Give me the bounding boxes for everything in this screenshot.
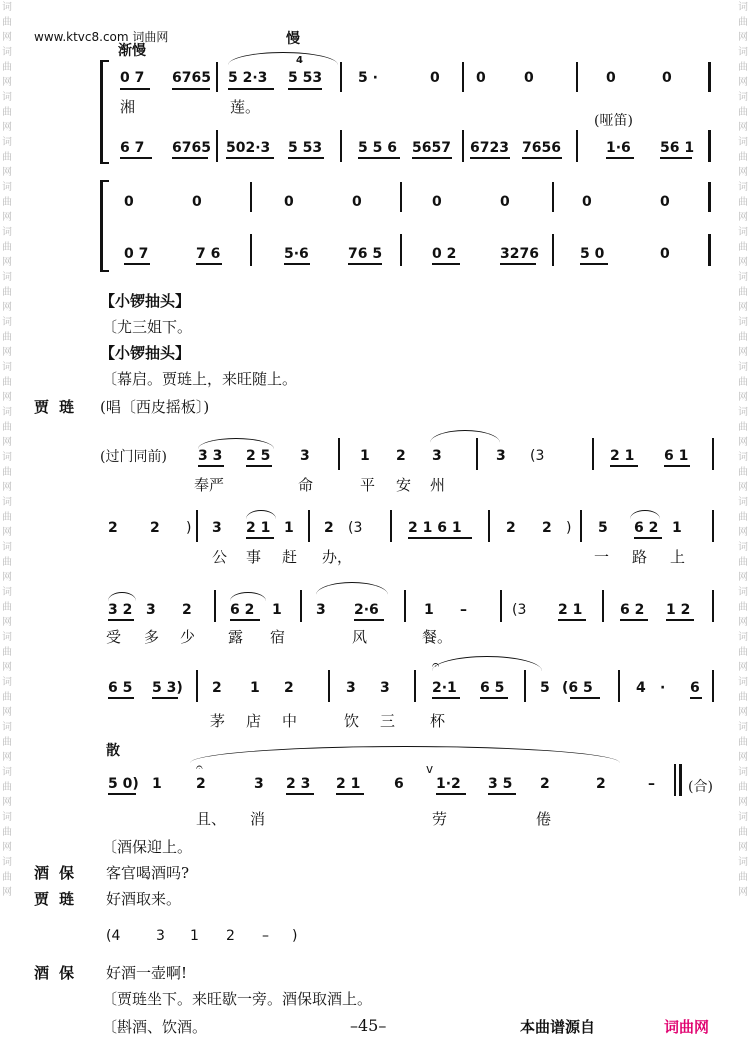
slur: [108, 592, 136, 601]
note: 3 3: [198, 448, 223, 464]
lyric: 倦: [536, 810, 552, 828]
note: 3276: [500, 246, 539, 262]
note: ): [566, 520, 572, 536]
lyric: 上: [670, 548, 686, 566]
note: 2: [284, 680, 294, 696]
underline: [610, 465, 638, 467]
underline: [412, 157, 452, 159]
barline: [708, 130, 711, 162]
note: 6765: [172, 70, 211, 86]
underline: [108, 619, 134, 621]
note: 0: [524, 70, 534, 86]
role-name: 贾琏: [34, 398, 85, 416]
stage-direction: 〔斟酒、饮酒。: [102, 1018, 208, 1036]
underline: [336, 793, 364, 795]
lyric: 一: [594, 548, 610, 566]
lyric: 且、: [196, 810, 227, 828]
lyric: 店: [246, 712, 262, 730]
lyric: 风: [352, 628, 368, 646]
role-name: 酒保: [34, 964, 85, 982]
lyric: 莲。: [230, 98, 261, 116]
lyric: 茅: [210, 712, 226, 730]
note: 0: [500, 194, 510, 210]
underline: [480, 697, 508, 699]
barline: [338, 438, 340, 470]
note: 0: [660, 246, 670, 262]
note: 5: [598, 520, 608, 536]
source-text: 本曲谱源自: [520, 1018, 596, 1036]
note: 2 1: [246, 520, 271, 536]
underline: [666, 619, 694, 621]
note: 6 7: [120, 140, 145, 156]
note: 0: [124, 194, 134, 210]
note: 5 2·3: [228, 70, 268, 86]
note: 2: [108, 520, 118, 536]
underline: [488, 793, 516, 795]
lyric: 办，: [322, 548, 353, 566]
note: 7656: [522, 140, 561, 156]
note: 4: [636, 680, 646, 696]
note: 1: [272, 602, 282, 618]
dialog-line: 好酒一壶啊!: [106, 964, 188, 982]
note: 5 3): [152, 680, 183, 696]
slur-s1: [228, 52, 338, 65]
barline: [500, 590, 502, 622]
note: 6 1: [664, 448, 689, 464]
note: 56 1: [660, 140, 695, 156]
barline: [679, 764, 682, 796]
note: 1: [284, 520, 294, 536]
underline: [172, 88, 210, 90]
note: 2: [596, 776, 606, 792]
note: 2 1: [336, 776, 361, 792]
barline: [340, 62, 342, 92]
barline: [712, 590, 714, 622]
barline: [552, 182, 554, 212]
note: 1: [152, 776, 162, 792]
slur: [630, 510, 660, 519]
lyric: 路: [632, 548, 648, 566]
note: 6: [394, 776, 404, 792]
barline: [576, 62, 578, 92]
lyric: 杯: [430, 712, 446, 730]
note: 2 1: [610, 448, 635, 464]
note: 3: [146, 602, 156, 618]
underline: [284, 263, 310, 265]
note: 5 0): [108, 776, 139, 792]
note: 2: [150, 520, 160, 536]
fermata-icon: 𝄐: [196, 760, 203, 774]
lyric: 州: [430, 476, 446, 494]
note: 0: [352, 194, 362, 210]
note: 2·6: [354, 602, 379, 618]
note: 0: [606, 70, 616, 86]
lyric: 消: [250, 810, 266, 828]
slur: [430, 430, 500, 443]
underline: [432, 697, 460, 699]
barline: [328, 670, 330, 702]
underline: [246, 537, 274, 539]
note: 1: [250, 680, 260, 696]
lyric: 安: [396, 476, 412, 494]
underline: [500, 263, 536, 265]
underline: [558, 619, 586, 621]
lyric: 平: [360, 476, 376, 494]
underline: [124, 263, 150, 265]
barline: [414, 670, 416, 702]
underline: [436, 793, 466, 795]
note: 2: [226, 928, 235, 944]
underline: [152, 697, 178, 699]
note: 3: [316, 602, 326, 618]
note: 0 2: [432, 246, 457, 262]
note: ): [292, 928, 298, 944]
lyric: 事: [246, 548, 262, 566]
role-name: 酒保: [34, 864, 85, 882]
barline: [674, 764, 676, 796]
note: 1·2: [436, 776, 461, 792]
underline: [288, 88, 322, 90]
barline: [216, 130, 218, 162]
underline: [288, 157, 324, 159]
barline: [580, 510, 582, 542]
barline: [712, 510, 714, 542]
underline: [660, 157, 692, 159]
page-number: –45–: [350, 1016, 387, 1035]
fermata-icon: 𝄐: [432, 658, 440, 673]
barline: [214, 590, 216, 622]
note: 6: [690, 680, 700, 696]
note: 5·6: [284, 246, 309, 262]
lyric: 餐。: [422, 628, 453, 646]
lyric: 露: [228, 628, 244, 646]
note: 0: [476, 70, 486, 86]
lyric: 多: [144, 628, 160, 646]
note: 6723: [470, 140, 509, 156]
lyric: 饮: [344, 712, 360, 730]
slur: [432, 656, 542, 671]
note: 0: [432, 194, 442, 210]
note: 5: [540, 680, 550, 696]
note: 0: [284, 194, 294, 210]
underline: [286, 793, 314, 795]
note: 3: [254, 776, 264, 792]
note: 0: [660, 194, 670, 210]
note: 2: [182, 602, 192, 618]
brand-logo[interactable]: 词曲网: [664, 1018, 710, 1036]
stage-direction: 〔幕启。贾琏上，来旺随上。: [102, 370, 298, 388]
note: ): [186, 520, 192, 536]
underline: [690, 697, 702, 699]
note: 1·6: [606, 140, 631, 156]
lyric: 赶: [282, 548, 298, 566]
note: 0: [582, 194, 592, 210]
note: 76 5: [348, 246, 383, 262]
note: 5 53: [288, 70, 323, 86]
barline: [300, 590, 302, 622]
underline: [358, 157, 400, 159]
note: 3: [300, 448, 310, 464]
note: (3: [530, 448, 545, 464]
lyric: 受: [106, 628, 122, 646]
note: 3 2: [108, 602, 133, 618]
underline: [120, 88, 150, 90]
underline: [432, 263, 460, 265]
underline: [246, 465, 272, 467]
note: 2 5: [246, 448, 271, 464]
note: 7 6: [196, 246, 221, 262]
slur: [246, 510, 276, 519]
note: 3: [346, 680, 356, 696]
note: ·: [660, 680, 666, 696]
system2-bracket: [100, 180, 109, 272]
note: 1 2: [666, 602, 691, 618]
underline: [108, 793, 136, 795]
note: 0: [430, 70, 440, 86]
barline: [602, 590, 604, 622]
underline: [196, 263, 222, 265]
note: 6 2: [230, 602, 255, 618]
underline: [620, 619, 648, 621]
barline: [618, 670, 620, 702]
underline: [634, 537, 662, 539]
note: –: [262, 928, 269, 944]
underline: [228, 88, 274, 90]
lyric: 奉严: [194, 476, 225, 494]
note: 2·1: [432, 680, 457, 696]
instrument-label: (哑笛): [594, 113, 633, 129]
dialog-line: 好酒取来。: [106, 890, 182, 908]
note: –: [460, 602, 467, 618]
note: 1: [360, 448, 370, 464]
grace-note: 4: [296, 55, 303, 66]
note: 5 5 6: [358, 140, 397, 156]
barline: [216, 62, 218, 92]
note: 3: [496, 448, 506, 464]
barline: [196, 670, 198, 702]
note: 6 2: [620, 602, 645, 618]
barline: [576, 130, 578, 162]
barline: [250, 234, 252, 266]
underline: [348, 263, 382, 265]
barline: [196, 510, 198, 542]
barline: [524, 670, 526, 702]
note: 5 0: [580, 246, 605, 262]
note: 3 5: [488, 776, 513, 792]
role-name: 贾琏: [34, 890, 85, 908]
barline: [308, 510, 310, 542]
barline: [488, 510, 490, 542]
note: 6 5: [480, 680, 505, 696]
barline: [708, 182, 711, 212]
barline: [340, 130, 342, 162]
note: 6 5: [108, 680, 133, 696]
gong-cue: 【小锣抽头】: [100, 292, 191, 310]
lyric: 命: [298, 476, 314, 494]
note: (4: [106, 928, 121, 944]
lyric: 宿: [270, 628, 286, 646]
note: 2: [324, 520, 334, 536]
site-url: www.ktvc8.com: [34, 30, 129, 44]
underline: [108, 697, 134, 699]
breath-mark: v: [426, 762, 434, 776]
underline: [522, 157, 562, 159]
barline: [708, 234, 711, 266]
note: 3: [212, 520, 222, 536]
underline: [120, 157, 152, 159]
note: 0 7: [120, 70, 145, 86]
slur: [230, 592, 266, 601]
note: –: [648, 776, 655, 792]
barline: [476, 438, 478, 470]
right-watermark-strip: 词曲网词曲网词曲网词曲网词曲网词曲网词曲网词曲网词曲网词曲网词曲网词曲网词曲网词曲网词曲网词曲网词曲网词曲网词曲网词曲网: [738, 2, 748, 898]
barline: [250, 182, 252, 212]
slur: [190, 746, 620, 763]
underline: [354, 619, 384, 621]
note: 2: [506, 520, 516, 536]
barline: [400, 182, 402, 212]
note: 1: [672, 520, 682, 536]
lyric: 劳: [432, 810, 448, 828]
note: 6 2: [634, 520, 659, 536]
barline: [712, 670, 714, 702]
gong-cue: 【小锣抽头】: [100, 344, 191, 362]
tempo-slow: 慢: [286, 31, 300, 47]
lyric: 三: [380, 712, 396, 730]
underline: [408, 537, 472, 539]
barline: [462, 62, 464, 92]
barline: [592, 438, 594, 470]
note: 2 1: [558, 602, 583, 618]
barline: [552, 234, 554, 266]
underline: [570, 697, 600, 699]
interlude-prefix: (过门同前): [100, 449, 167, 465]
note: 0: [192, 194, 202, 210]
header-watermark: [34, 28, 168, 45]
note: 5 ·: [358, 70, 378, 86]
underline: [198, 465, 224, 467]
note: 0 7: [124, 246, 149, 262]
note: 3: [156, 928, 165, 944]
underline: [226, 157, 274, 159]
note: 5657: [412, 140, 451, 156]
lyric: 湘: [120, 98, 136, 116]
dialog-line: 客官喝酒吗?: [106, 864, 190, 882]
underline: [580, 263, 608, 265]
note: 2: [196, 776, 206, 792]
note: 1: [190, 928, 199, 944]
note: 6765: [172, 140, 211, 156]
barline: [400, 234, 402, 266]
barline: [404, 590, 406, 622]
note: 2: [396, 448, 406, 464]
lyric: 公: [212, 548, 228, 566]
note: 2: [540, 776, 550, 792]
chorus-mark: (合): [688, 779, 713, 795]
stage-direction: 〔贾琏坐下。来旺歇一旁。酒保取酒上。: [102, 990, 373, 1008]
lyric: 中: [282, 712, 298, 730]
note: 2: [212, 680, 222, 696]
note: 3: [432, 448, 442, 464]
note: (6 5: [562, 680, 593, 696]
singing-mark: (唱〔西皮摇板〕): [100, 398, 210, 416]
barline: [708, 62, 711, 92]
slur: [316, 582, 388, 595]
note: 3: [380, 680, 390, 696]
note: 2 1 6 1: [408, 520, 462, 536]
barline: [462, 130, 464, 162]
note: 502·3: [226, 140, 271, 156]
note: (3: [512, 602, 527, 618]
note: 5 53: [288, 140, 323, 156]
stage-direction: 〔酒保迎上。: [102, 838, 193, 856]
system1-bracket: [100, 60, 109, 164]
tempo-gradual-slow: 渐慢: [118, 43, 146, 59]
lyric: 少: [180, 628, 196, 646]
note: 2 3: [286, 776, 311, 792]
note: 1: [424, 602, 434, 618]
barline: [712, 438, 714, 470]
underline: [606, 157, 634, 159]
tempo-free: 散: [106, 743, 120, 759]
note: 0: [662, 70, 672, 86]
underline: [230, 619, 260, 621]
note: 2: [542, 520, 552, 536]
stage-direction: 〔尤三姐下。: [102, 318, 193, 336]
barline: [390, 510, 392, 542]
site-name: 词曲网: [132, 30, 169, 44]
underline: [172, 157, 208, 159]
note: (3: [348, 520, 363, 536]
left-watermark-strip: 词曲网词曲网词曲网词曲网词曲网词曲网词曲网词曲网词曲网词曲网词曲网词曲网词曲网词曲网词曲网词曲网词曲网词曲网词曲网词曲网: [2, 2, 12, 898]
underline: [664, 465, 690, 467]
underline: [470, 157, 510, 159]
